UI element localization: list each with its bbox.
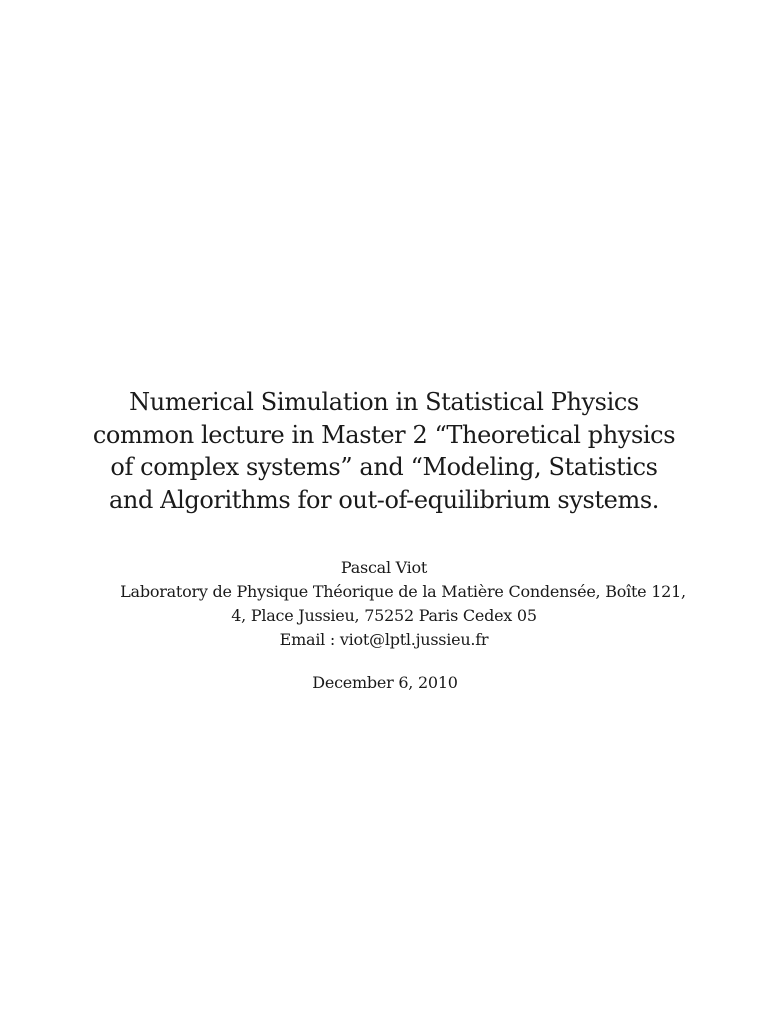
affiliation-line-1: Laboratory de Physique Théorique de la Matière Condensée, Boîte 121, [120, 582, 686, 601]
title-line-4: and Algorithms for out-of-equilibrium systems. [109, 485, 659, 514]
author-email: Email : viot@lptl.jussieu.fr [279, 630, 489, 649]
author-block [0, 556, 768, 652]
title-line-3: of complex systems” and “Modeling, Statistics [110, 453, 658, 481]
title-line-2: common lecture in Master 2 “Theoretical physics [92, 420, 676, 449]
date-text: December 6, 2010 [312, 673, 458, 692]
author-name: Pascal Viot [340, 558, 428, 577]
document-title [0, 386, 768, 516]
title-line-1: Numerical Simulation in Statistical Physics [129, 388, 639, 416]
affiliation-line-2: 4, Place Jussieu, 75252 Paris Cedex 05 [231, 606, 537, 625]
document-date [0, 671, 768, 695]
